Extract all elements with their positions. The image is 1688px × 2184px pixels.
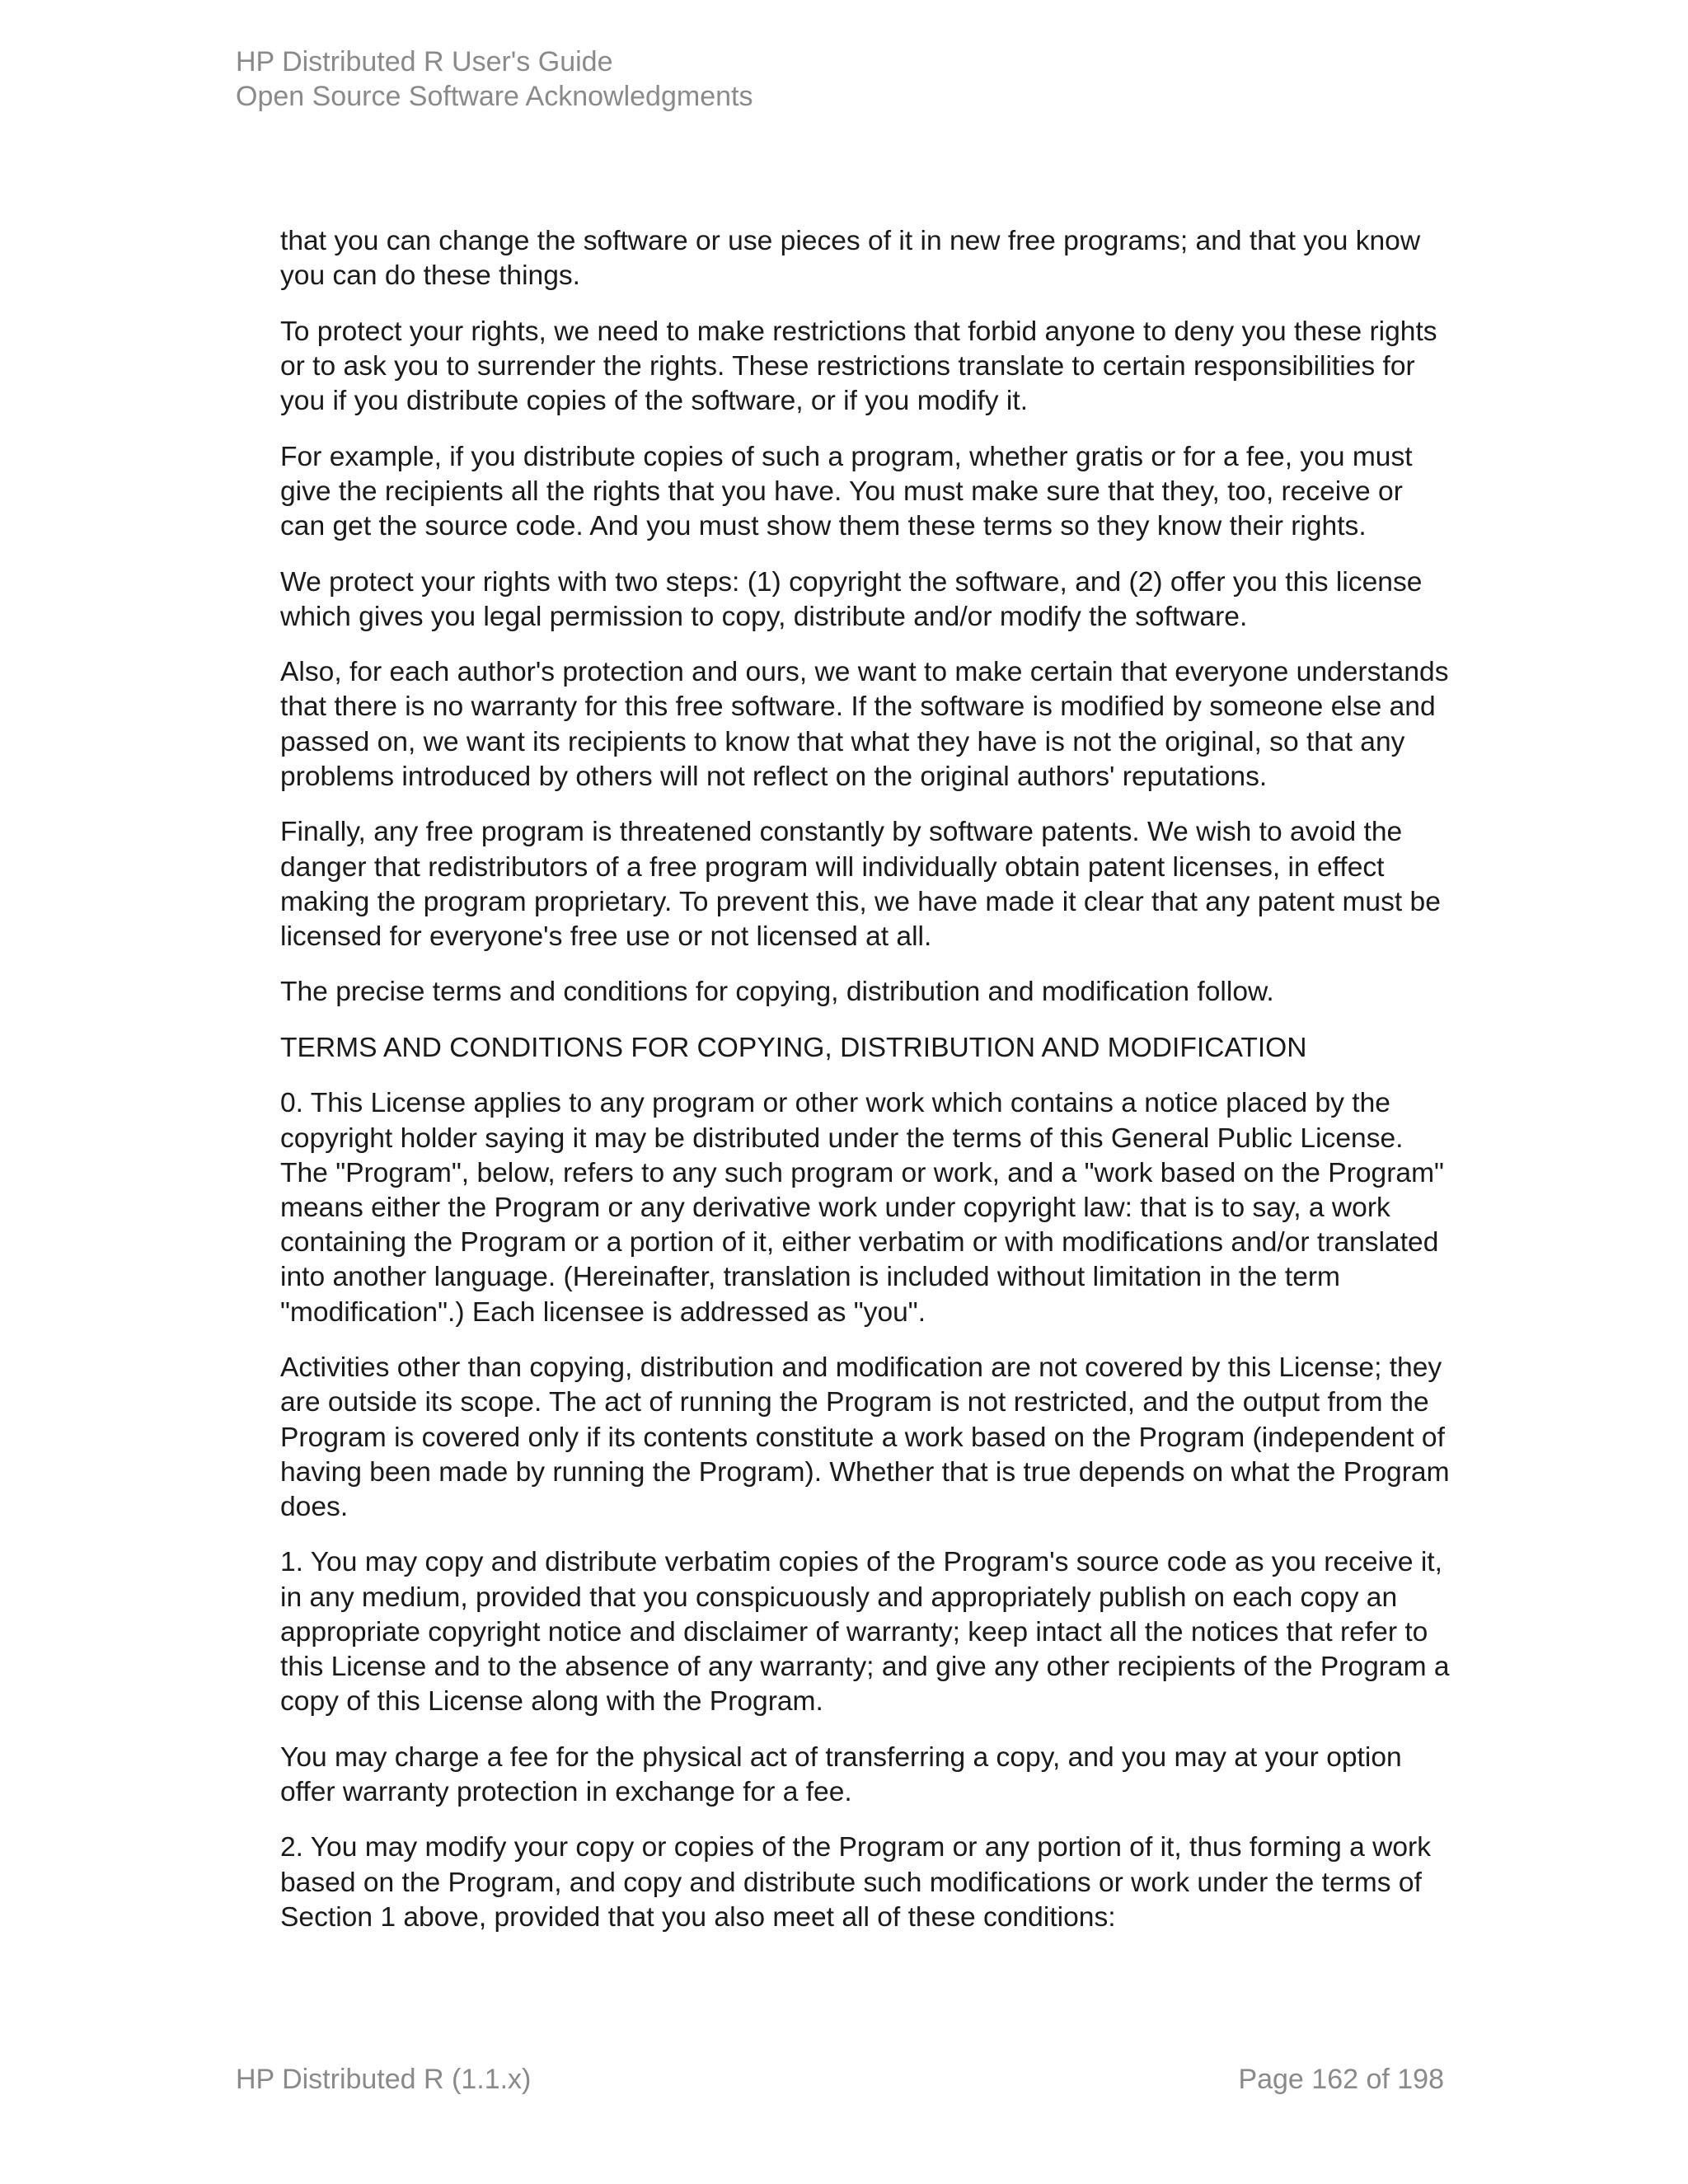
product-version: HP Distributed R (1.1.x) — [236, 2064, 532, 2095]
paragraph: You may charge a fee for the physical act of transferring a copy, and you may at your option offer warranty protection in exchange for a fee. — [280, 1741, 1402, 1807]
document-body — [280, 224, 1451, 1956]
section-title: Open Source Software Acknowledgments — [236, 81, 753, 112]
terms-heading: TERMS AND CONDITIONS FOR COPYING, DISTRIBUTION AND MODIFICATION — [280, 1032, 1307, 1063]
paragraph: We protect your rights with two steps: (1) copyright the software, and (2) offer you this license which gives you legal permission to copy, distribute and/or modify the software. — [280, 566, 1423, 632]
paragraph: The precise terms and conditions for copying, distribution and modification follow. — [280, 977, 1274, 1008]
paragraph: that you can change the software or use pieces of it in new free programs; and that you know you can do these things. — [280, 226, 1421, 292]
paragraph: For example, if you distribute copies of such a program, whether gratis or for a fee, you must give the recipients all the rights that you have. You must make sure that they, too, receive or can get the source code. And you must show them these terms so they know their rights. — [280, 441, 1413, 542]
page-footer — [236, 2062, 1444, 2097]
running-header — [236, 45, 1472, 114]
guide-title: HP Distributed R User's Guide — [236, 46, 613, 77]
paragraph: Activities other than copying, distribution and modification are not covered by this License; they are outside its scope. The act of running the Program is not restricted, and the output from the Program is covered only if its contents constitute a work based on the Program (independent of having been made by running the Program). Whether that is true depends on what the Program does. — [280, 1352, 1450, 1522]
paragraph: Also, for each author's protection and ours, we want to make certain that everyone understands that there is no warranty for this free software. If the software is modified by someone else and passed on, we want its recipients to know that what they have is not the original, so that any problems introduced by others will not reflect on the original authors' reputations. — [280, 657, 1449, 792]
page-number: Page 162 of 198 — [1238, 2064, 1444, 2095]
paragraph: 1. You may copy and distribute verbatim copies of the Program's source code as you receive it, in any medium, provided that you conspicuously and appropriately publish on each copy an appropriate copyright notice and disclaimer of warranty; keep intact all the notices that refer to this License and to the absence of any warranty; and give any other recipients of the Program a copy of this License along with the Program. — [280, 1547, 1450, 1718]
paragraph: 0. This License applies to any program or other work which contains a notice placed by the copyright holder saying it may be distributed under the terms of this General Public License. The "Program", below, refers to any such program or work, and a "work based on the Program" means either the Program or any derivative work under copyright law: that is to say, a work containing the Program or a portion of it, either verbatim or with modifications and/or translated into another language. (Hereinafter, translation is included without limitation in the term "modification".) Each licensee is addressed as "you". — [280, 1088, 1444, 1328]
paragraph: 2. You may modify your copy or copies of the Program or any portion of it, thus forming a work based on the Program, and copy and distribute such modifications or work under the terms of Section 1 above, provided that you also meet all of these conditions: — [280, 1832, 1432, 1933]
paragraph: To protect your rights, we need to make restrictions that forbid anyone to deny you these rights or to ask you to surrender the rights. These restrictions translate to certain responsibilities for you if you distribute copies of the software, or if you modify it. — [280, 316, 1437, 417]
paragraph: Finally, any free program is threatened constantly by software patents. We wish to avoid the danger that redistributors of a free program will individually obtain patent licenses, in effect making the program proprietary. To prevent this, we have made it clear that any patent must be licensed for everyone's free use or not licensed at all. — [280, 817, 1441, 952]
